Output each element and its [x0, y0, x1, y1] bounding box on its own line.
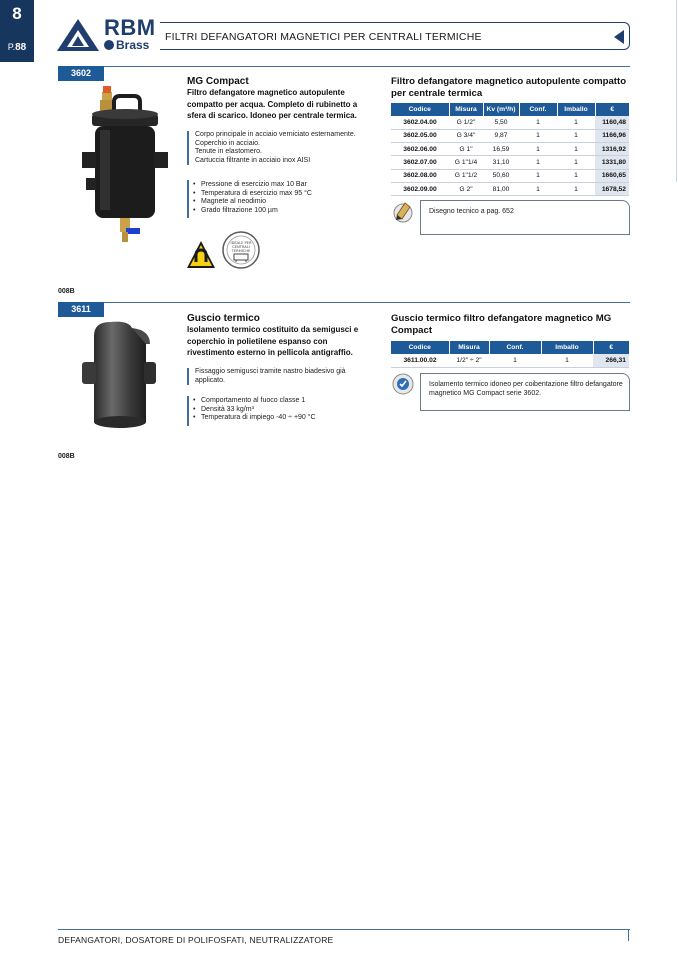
cell-price: 1316,92: [595, 143, 629, 156]
spec-item: • Temperatura di impiego -40 ÷ +90 °C: [193, 414, 373, 423]
rbm-logo: [56, 15, 156, 52]
cell-size: G 1"1/2: [449, 169, 483, 182]
cell-size: 1/2" ÷ 2": [449, 354, 489, 367]
cell-price: 1660,65: [595, 169, 629, 182]
cell-code: 3602.09.00: [391, 182, 449, 195]
footer-text: DEFANGATORI, DOSATORE DI POLIFOSFATI, NEUTRALIZZATORE: [58, 935, 334, 945]
chapter-number: 8: [12, 4, 22, 23]
price-table: [391, 103, 629, 196]
cell-pack: 1: [557, 156, 595, 169]
logo-triangle-icon: [56, 18, 100, 52]
col-header: Conf.: [519, 103, 557, 116]
spec-item: • Densità 33 kg/m³: [193, 406, 373, 415]
col-header: Conf.: [489, 341, 541, 354]
cell-pack: 1: [541, 354, 593, 367]
table-row: [391, 156, 629, 169]
svg-text:TERMICHE: TERMICHE: [231, 249, 251, 253]
section-badge: 3602: [58, 66, 104, 81]
note-box: [420, 200, 630, 235]
table-header-row: [391, 341, 629, 354]
col-header: Misura: [449, 341, 489, 354]
spec-item: • Temperatura di esercizio max 95 °C: [193, 190, 373, 199]
table-row: [391, 116, 629, 129]
cell-kv: 50,60: [483, 169, 519, 182]
description-line: Corpo principale in acciaio verniciato esternamente.: [195, 131, 356, 138]
section-divider: [58, 302, 630, 303]
cell-size: G 3/4": [449, 129, 483, 142]
cell-code: 3602.05.00: [391, 129, 449, 142]
product-subtitle: Isolamento termico costituito da semigusci e coperchio in polietilene espanso con rivestimento esterno in pellicola antigraffio.: [187, 325, 359, 357]
brand-name: RBM: [104, 15, 156, 40]
spec-item: • Magnete al neodimio: [193, 198, 373, 207]
cell-pack: 1: [557, 182, 595, 195]
table-row: [391, 129, 629, 142]
cell-price: 1678,52: [595, 182, 629, 195]
footer-tick: [628, 929, 629, 941]
cell-price: 266,31: [593, 354, 629, 367]
cell-size: G 1/2": [449, 116, 483, 129]
cell-kv: 16,59: [483, 143, 519, 156]
product-description: [187, 368, 377, 385]
cell-conf: 1: [519, 156, 557, 169]
magnet-warning-icon: [186, 240, 216, 270]
page-title: FILTRI DEFANGATORI MAGNETICI PER CENTRALI TERMICHE: [165, 31, 482, 43]
brand-subname-text: Brass: [116, 38, 150, 52]
spec-item: • Pressione di esercizio max 10 Bar: [193, 181, 373, 190]
cell-price: 1331,80: [595, 156, 629, 169]
table-header-row: [391, 103, 629, 116]
cell-kv: 31,10: [483, 156, 519, 169]
cell-conf: 1: [519, 116, 557, 129]
cell-conf: 1: [519, 129, 557, 142]
brand-mark-icon: [104, 40, 114, 50]
cell-conf: 1: [519, 143, 557, 156]
cell-pack: 1: [557, 143, 595, 156]
page-prefix: P.: [7, 42, 16, 52]
cell-price: 1166,96: [595, 129, 629, 142]
product-description: [187, 131, 377, 165]
page-edge-line: [676, 0, 677, 182]
svg-text:IDEALE PER: IDEALE PER: [230, 241, 252, 245]
thermal-shell-photo: [80, 318, 158, 436]
svg-text:CENTRALI: CENTRALI: [232, 245, 250, 249]
spec-item: • Grado filtrazione 100 µm: [193, 207, 373, 216]
cell-code: 3602.04.00: [391, 116, 449, 129]
cell-kv: 5,50: [483, 116, 519, 129]
table-row: [391, 169, 629, 182]
cell-kv: 9,87: [483, 129, 519, 142]
cell-pack: 1: [557, 129, 595, 142]
col-header: Misura: [449, 103, 483, 116]
cell-conf: 1: [519, 169, 557, 182]
central-heating-stamp: [222, 231, 260, 269]
header-bar: [160, 22, 630, 50]
cell-price: 1160,48: [595, 116, 629, 129]
product-title: MG Compact: [187, 76, 249, 87]
table-row: [391, 182, 629, 195]
note-box: [420, 373, 630, 411]
cell-size: G 1": [449, 143, 483, 156]
table-row: [391, 143, 629, 156]
col-header: €: [593, 341, 629, 354]
note-text: Isolamento termico idoneo per coibentazione filtro defangatore magnetico MG Compact serie 3602.: [429, 381, 623, 397]
table-title: Filtro defangatore magnetico autopulente compatto per centrale termica: [391, 76, 627, 99]
footer-divider: [58, 929, 630, 930]
description-line: Coperchio in acciaio.: [195, 139, 260, 147]
section-badge: 3611: [58, 302, 104, 317]
note-text[interactable]: Disegno tecnico a pag. 652: [429, 208, 514, 215]
description-line: Tenute in elastomero.: [195, 148, 262, 156]
col-header: Codice: [391, 103, 449, 116]
cell-size: G 2": [449, 182, 483, 195]
description-line: Fissaggio semigusci tramite nastro biadesivo già applicato.: [195, 368, 346, 384]
table-title: Guscio termico filtro defangatore magnetico MG Compact: [391, 313, 612, 336]
cell-conf: 1: [519, 182, 557, 195]
technical-drawing-icon: [391, 199, 415, 223]
product-subtitle: Filtro defangatore magnetico autopulente compatto per acqua. Completo di rubinetto a sfera di scarico. Idoneo per centrale termica.: [187, 88, 358, 120]
mg-compact-photo: [82, 82, 168, 254]
cell-pack: 1: [557, 169, 595, 182]
description-line: Cartuccia filtrante in acciaio inox AISI: [195, 156, 311, 164]
price-table: [391, 341, 629, 368]
insulation-info-icon: [391, 372, 415, 396]
page-number: [0, 42, 34, 53]
spec-item: • Comportamento al fuoco classe 1: [193, 397, 373, 406]
cell-size: G 1"1/4: [449, 156, 483, 169]
cell-code: 3611.00.02: [391, 354, 449, 367]
code-mark: 008B: [58, 453, 75, 460]
cell-conf: 1: [489, 354, 541, 367]
product-title: Guscio termico: [187, 313, 260, 324]
brand-subname: [104, 38, 149, 52]
chapter-tab: [0, 0, 34, 62]
section-divider: [58, 66, 630, 67]
page-number-value: 88: [15, 42, 27, 53]
cell-pack: 1: [557, 116, 595, 129]
spec-list: [193, 181, 373, 215]
cell-code: 3602.07.00: [391, 156, 449, 169]
col-header: Imballo: [557, 103, 595, 116]
back-arrow-icon[interactable]: [614, 30, 624, 44]
col-header: Kv (m³/h): [483, 103, 519, 116]
cell-code: 3602.08.00: [391, 169, 449, 182]
code-mark: 008B: [58, 288, 75, 295]
table-row: [391, 354, 629, 367]
cell-code: 3602.06.00: [391, 143, 449, 156]
col-header: Imballo: [541, 341, 593, 354]
col-header: Codice: [391, 341, 449, 354]
spec-list: [193, 397, 373, 423]
cell-kv: 81,00: [483, 182, 519, 195]
col-header: €: [595, 103, 629, 116]
